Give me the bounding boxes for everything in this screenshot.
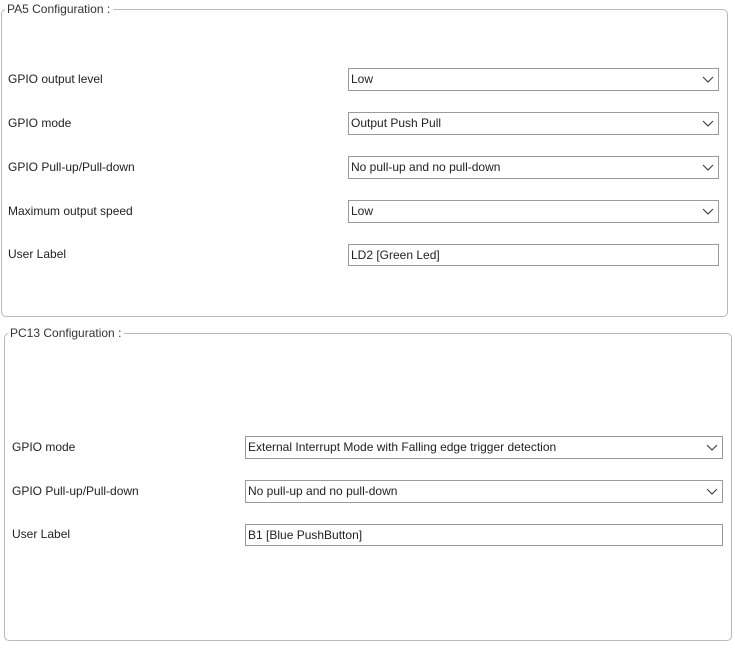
pa5-gpio-output-level-label: GPIO output level: [8, 72, 103, 86]
pa5-gpio-mode-value: Output Push Pull: [351, 116, 442, 130]
pa5-user-label-input[interactable]: [348, 244, 719, 266]
pa5-max-output-speed-label: Maximum output speed: [8, 204, 133, 218]
pc13-user-label-label: User Label: [12, 527, 71, 541]
pa5-user-label-value: LD2 [Green Led]: [351, 248, 440, 262]
pc13-configuration-title: PC13 Configuration :: [8, 325, 124, 341]
chevron-down-icon: [706, 441, 718, 453]
pc13-user-label-input[interactable]: [245, 524, 723, 546]
chevron-down-icon: [702, 117, 714, 129]
pa5-gpio-output-level-select[interactable]: [348, 68, 719, 91]
pc13-gpio-pull-select[interactable]: [245, 480, 723, 503]
pa5-gpio-pull-label: GPIO Pull-up/Pull-down: [8, 160, 135, 174]
pa5-gpio-mode-label: GPIO mode: [8, 116, 72, 130]
chevron-down-icon: [702, 205, 714, 217]
pa5-gpio-output-level-value: Low: [351, 72, 374, 86]
pc13-gpio-pull-value: No pull-up and no pull-down: [248, 484, 398, 498]
pc13-gpio-mode-label: GPIO mode: [12, 440, 76, 454]
pa5-configuration-title: PA5 Configuration :: [5, 1, 113, 17]
chevron-down-icon: [702, 161, 714, 173]
pa5-gpio-pull-select[interactable]: [348, 156, 719, 179]
pc13-gpio-pull-label: GPIO Pull-up/Pull-down: [12, 484, 139, 498]
pa5-user-label-label: User Label: [8, 247, 67, 261]
pc13-gpio-mode-value: External Interrupt Mode with Falling edge trigger detection: [248, 440, 557, 454]
chevron-down-icon: [706, 485, 718, 497]
pc13-user-label-value: B1 [Blue PushButton]: [248, 528, 363, 542]
pc13-gpio-mode-select[interactable]: [245, 436, 723, 459]
pa5-gpio-mode-select[interactable]: [348, 112, 719, 135]
chevron-down-icon: [702, 73, 714, 85]
pa5-gpio-pull-value: No pull-up and no pull-down: [351, 160, 501, 174]
pa5-max-output-speed-value: Low: [351, 204, 374, 218]
pa5-max-output-speed-select[interactable]: [348, 200, 719, 223]
